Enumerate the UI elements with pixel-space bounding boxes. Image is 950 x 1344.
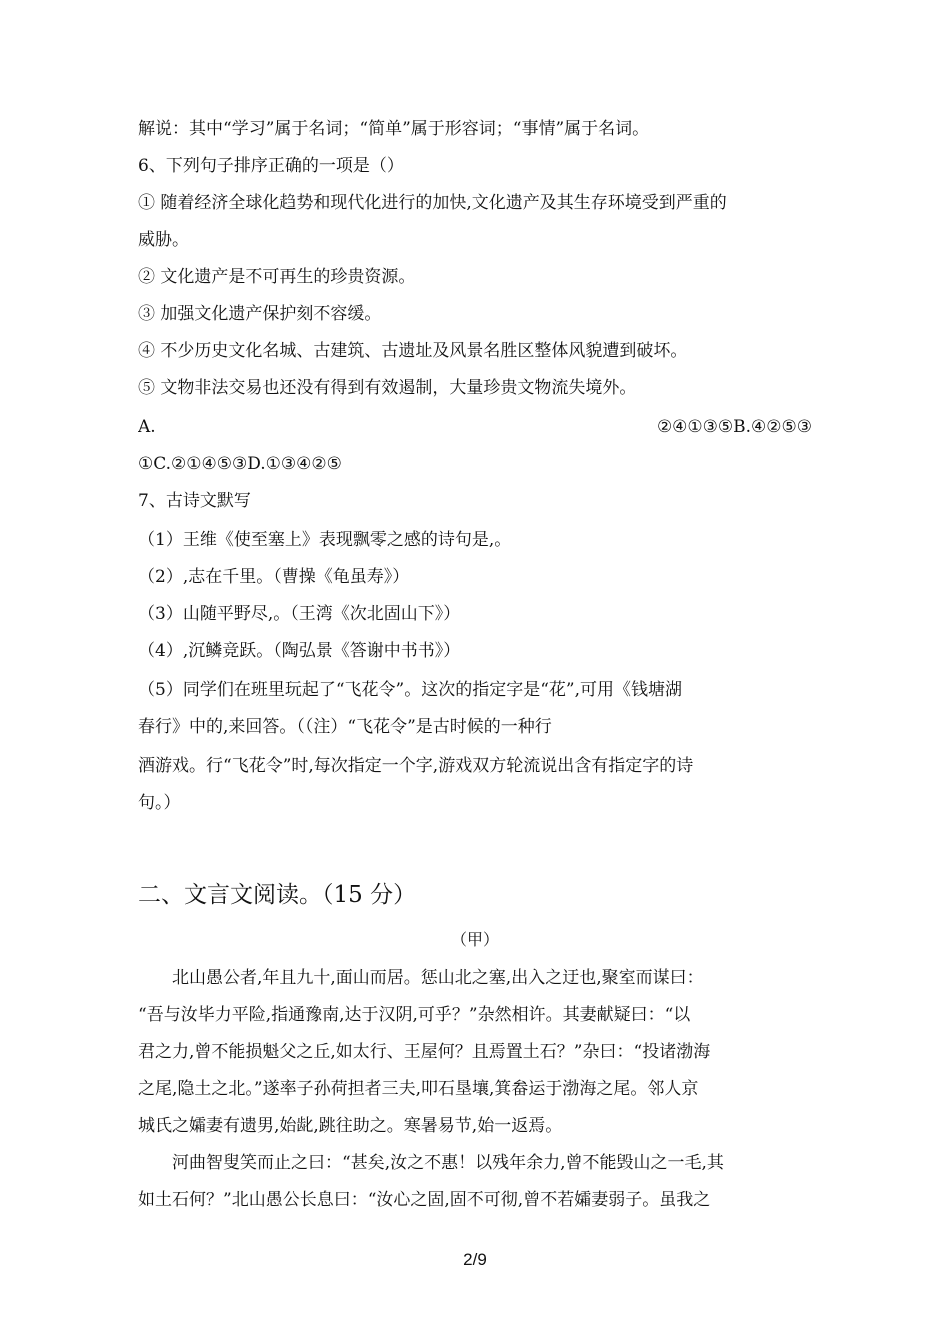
passage-line: 如土石何？”北山愚公长息曰：“汝心之固,固不可彻,曾不若孀妻弱子。虽我之 — [138, 1190, 711, 1210]
q7-item-5: （5）同学们在班里玩起了“飞花令”。这次的指定字是“花”,可用《钱塘湖 — [138, 680, 682, 700]
q7-item-4: （4）,沉鳞竞跃。（陶弘景《答谢中书书》） — [138, 641, 461, 661]
passage-jia-label: （甲） — [450, 930, 499, 949]
q7-item-5-cont3: 句。） — [138, 793, 181, 813]
passage-paragraph-1: 北山愚公者,年且九十,面山而居。惩山北之塞,出入之迂也,聚室而谋曰： — [172, 968, 704, 988]
section-2-heading: 二、文言文阅读。（15 分） — [138, 882, 417, 908]
passage-paragraph-2: 河曲智叟笑而止之曰：“甚矣,汝之不惠！以残年余力,曾不能毁山之一毛,其 — [172, 1153, 724, 1173]
q6-option-a-label: A. — [138, 417, 156, 437]
q6-options-right: ②④①③⑤B.④②⑤③ — [656, 417, 812, 437]
q6-sentence-1: ① 随着经济全球化趋势和现代化进行的加快,文化遗产及其生存环境受到严重的 — [138, 193, 727, 213]
q7-item-3: （3）山随平野尽,。（王湾《次北固山下》） — [138, 604, 461, 624]
question-7-title: 7、古诗文默写 — [138, 491, 251, 511]
q7-item-5-cont: 春行》中的,来回答。（（注）“飞花令”是古时候的一种行 — [138, 717, 552, 737]
passage-line: 之尾,隐土之北。”遂率子孙荷担者三夫,叩石垦壤,箕畚运于渤海之尾。邻人京 — [138, 1079, 699, 1099]
q6-sentence-3: ③ 加强文化遗产保护刻不容缓。 — [138, 304, 382, 324]
passage-line: “吾与汝毕力平险,指通豫南,达于汉阴,可乎？”杂然相许。其妻献疑曰：“以 — [138, 1005, 691, 1025]
passage-line: 君之力,曾不能损魁父之丘,如太行、王屋何？且焉置土石？”杂曰：“投诸渤海 — [138, 1042, 711, 1062]
q6-sentence-5: ⑤ 文物非法交易也还没有得到有效遏制，大量珍贵文物流失境外。 — [138, 378, 637, 398]
q6-sentence-2: ② 文化遗产是不可再生的珍贵资源。 — [138, 267, 416, 287]
q7-item-1: （1）王维《使至塞上》表现飘零之感的诗句是,。 — [138, 530, 512, 550]
passage-line: 城氏之孀妻有遗男,始龀,跳往助之。寒暑易节,始一返焉。 — [138, 1116, 563, 1136]
page-number: 2/9 — [463, 1250, 487, 1269]
question-6-title: 6、下列句子排序正确的一项是（） — [138, 156, 404, 176]
q7-item-2: （2）,志在千里。（曹操《龟虽寿》） — [138, 567, 410, 587]
q6-sentence-4: ④ 不少历史文化名城、古建筑、古遗址及风景名胜区整体风貌遭到破坏。 — [138, 341, 688, 361]
q7-item-5-cont2: 酒游戏。行“飞花令”时,每次指定一个字,游戏双方轮流说出含有指定字的诗 — [138, 756, 694, 776]
q6-sentence-1-cont: 威胁。 — [138, 230, 189, 250]
explanation-line: 解说：其中“学习”属于名词；“简单”属于形容词；“事情”属于名词。 — [138, 119, 650, 139]
q6-options-next: ①C.②①④⑤③D.①③④②⑤ — [138, 454, 342, 474]
